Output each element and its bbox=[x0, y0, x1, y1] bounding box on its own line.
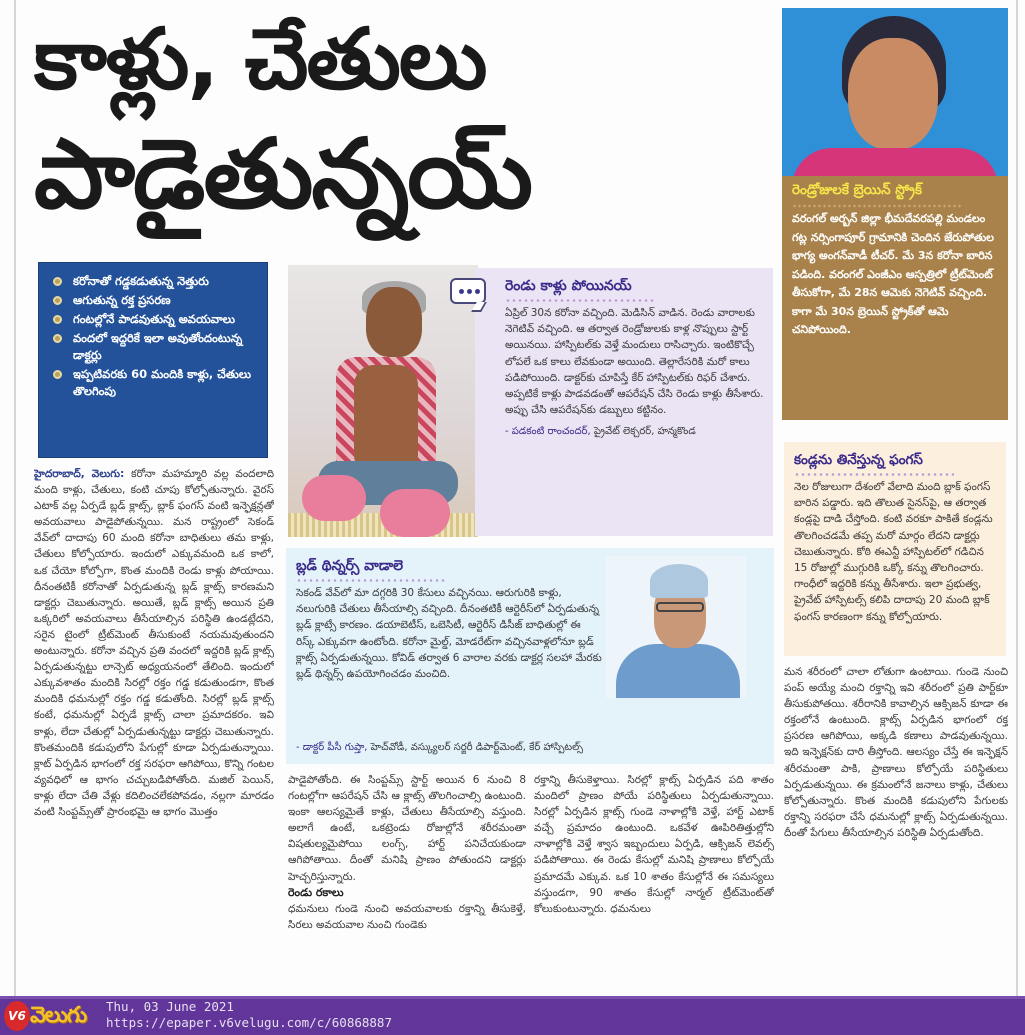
dotted-divider bbox=[792, 204, 962, 208]
photo-woman bbox=[782, 8, 1008, 176]
highlight-item: కరోనాతో గడ్డకడుతున్న నెత్తురు bbox=[51, 273, 259, 290]
bullet-icon bbox=[53, 370, 62, 379]
photo-doctor bbox=[606, 556, 746, 698]
headline-line-1: కాళ్లు, చేతులు bbox=[34, 10, 486, 108]
dateline: హైదరాబాద్, వెలుగు: bbox=[34, 468, 125, 480]
stroke-box-body: వరంగల్ అర్బన్ జిల్లా భీమదేవరపల్లి మండలం గట్ల నర్సింగాపూర్ గ్రామానికి చెందిన జేరుపోతుల భాగ్య అంగన్‌వాడీ టీచర్. మే 3న కరోనా బారిన పడింది. వరంగల్ ఎంజీఎం ఆస్పత్రిలో ట్రీట్‌మెంట్ తీసుకోగా, మే 28న ఆమెకు నెగెటివ్ వచ్చింది. కాగా మే 30న బ్రెయిన్ స్ట్రోక్‌తో ఆమె చనిపోయింది. bbox=[792, 212, 994, 336]
page-margin-rule bbox=[1016, 0, 1018, 996]
bullet-icon bbox=[53, 296, 62, 305]
quote-title: బ్లడ్ థిన్నర్స్ వాడాలె bbox=[296, 558, 404, 574]
story-subhead: రెండు రకాలు bbox=[288, 885, 344, 899]
edition-date: Thu, 03 June 2021 bbox=[106, 999, 234, 1014]
v6-velugu-logo[interactable] bbox=[2, 1001, 102, 1033]
stroke-box-title: రెండ్రోజులకే బ్రెయిన్ స్ట్రోక్ bbox=[792, 182, 922, 198]
headline-line-2: పాడైతున్నయ్ bbox=[34, 118, 532, 230]
story-column-1 bbox=[34, 466, 274, 990]
story-column-4 bbox=[784, 664, 1008, 992]
bullet-icon bbox=[53, 315, 62, 324]
highlight-item: ఇప్పటివరకు 60 మందికి కాళ్లు, చేతులు తొలగింపు bbox=[51, 366, 259, 400]
black-fungus-box bbox=[784, 442, 1006, 656]
quote-body: సెకండ్ వేవ్‌లో మా దగ్గరికి 30 కేసులు వచ్చినయి. ఆరుగురికి కాళ్లు, నలుగురికి చేతులు తీసేయాల్సి వచ్చింది. దీనంతటికీ ఆర్టెరీస్‌లో ఏర్పడుతున్న బ్లడ్ క్లాట్సే కారణం. డయాబెటీస్, ఒబెసిటీ, ఆర్టెరీస్ డిసీజ్ బాధితుల్లో ఈ రిస్క్ ఎక్కువగా ఉంటోంది. కరోనా మైల్డ్, మోడరేట్‌గా వచ్చినవాళ్లలోనూ బ్లడ్ క్లాట్స్ ఏర్పడుతున్నయి. కోవిడ్ తర్వాత 6 వారాల వరకు డాక్టర్ల సలహా మేరకు బ్లడ్ థిన్నర్స్ ఉపయోగించడం మంచిది. bbox=[296, 587, 602, 681]
story-text: మన శరీరంలో చాలా లోతుగా ఉంటాయి. గుండె నుంచి పంప్ అయ్యే మంచి రక్తాన్ని ఇవి శరీరంలో ప్రతి పార్ట్‌కూ తీసుకుపోతయి. శరీరానికి కావాల్సిన ఆక్సిజన్ కూడా ఈ రక్తంలోనే ఉంటుంది. క్లాట్స్ ఏర్పడిన భాగంలో రక్త ప్రసరణ ఆగిపోయి, అక్కడి కణాలు పాడవుతున్నయి. ఇది ఇన్ఫెక్షన్‌కు దారి తీస్తోంది. ఆలస్యం చేస్తే ఈ ఇన్ఫెక్షన్ శరీరమంతా పాకి, ప్రాణాలు కోల్పోయే పరిస్థితులు ఏర్పడుతున్నయి. ఈ క్రమంలోనే జనాలు కాళ్లు, చేతులు కోల్పోతున్నారు. కొంత మందికి కడుపులోని పేగులకు రక్తాన్ని సరఫరా చేసే ధమనుల్లో క్లాట్స్ ఏర్పడుతున్నయి. దీంతో పేగులు తీసేయాల్సిన పరిస్థితి ఏర్పడుతోంది. bbox=[784, 666, 1008, 839]
highlight-item: ఆగుతున్న రక్త ప్రసరణ bbox=[51, 292, 259, 309]
quote-attribution: - పడకంటి రాంచందర్, ప్రైవేట్ లెక్చరర్, హన్మకొండ bbox=[505, 426, 696, 438]
v6-badge-icon: V6 bbox=[4, 1001, 30, 1031]
headline bbox=[20, 0, 780, 240]
story-text: పాడైపోతోంది. ఈ సింప్టమ్స్ స్టార్ట్ అయిన 6 నుంచి 8 గంటల్లోగా ఆపరేషన్ చేసి ఆ క్లాట్స్ తొలగించాల్సి ఉంటుంది. ఇంకా ఆలస్యమైతే కాళ్లు, చేతులు తీసేయాల్సి వస్తుంది. అలాగే ఉంటే, ఒకట్రెండు రోజుల్లోనే శరీరమంతా విషతుల్యమైపోయి లంగ్స్, హార్ట్ పనిచేయకుండా ఆగిపోతాయి. దీంతో మనిషి ప్రాణం పోతుందని డాక్టర్లు హెచ్చరిస్తున్నారు. bbox=[288, 774, 526, 883]
epaper-footer bbox=[0, 996, 1025, 1035]
dotted-divider bbox=[505, 298, 655, 303]
highlights-box bbox=[38, 262, 268, 458]
logo-wordmark: వెలుగు bbox=[30, 1003, 87, 1028]
fungus-box-title: కండ్లను తినేస్తున్న ఫంగస్ bbox=[794, 452, 923, 468]
bullet-icon bbox=[53, 334, 62, 343]
story-column-2 bbox=[288, 772, 526, 992]
story-text: కరోనా మహమ్మారి వల్ల వందలాది మంది కాళ్లు, చేతులు, కంటి చూపు కోల్పోతున్నారు. వైరస్ ఎటాక్ వల్ల ఏర్పడే బ్లడ్ క్లాట్స్, బ్లాక్ ఫంగస్ వంటి ఇన్ఫెక్షన్లతో అవయవాలు పాడైపోతున్నయి. మన రాష్ట్రంలో సెకండ్ వేవ్‌లో దాదాపు 60 మంది కరోనా బాధితులు తమ కాళ్లు, చేతులు కోల్పోయారు. ఇందులో ఎక్కువమంది ఒక కాలో, ఒక చేయో కోల్పోగా, కొంత మందికి రెండు కాళ్లు పోయాయి. దీనంతటికీ కరోనాతో ఏర్పడుతున్న బ్లడ్ క్లాట్స్ కారణమని డాక్టర్లు చెబుతున్నారు. అయితే, బ్లడ్ క్లాట్స్ అయిన ప్రతి ఒక్కరిలో అవయవాలు తీసేయాల్సిన పరిస్థితి ఉండట్లేదని, సరైన టైంలో ట్రీట్‌మెంట్ తీసుకుంటే నయమవుతుందని అంటున్నారు. కరోనా వచ్చిన ప్రతి వందలో ఇద్దరికి బ్లడ్ క్లాట్స్ ఏర్పడుతున్నట్టు లాన్సెట్ అధ్యయనంలో తేలింది. ఇందులో ఎక్కువశాతం మందికి సిరల్లో రక్తం గడ్డ కడుతుండగా, కొంత మందికి ధమనుల్లో రక్తం గడ్డ కడుతోంది. సిరల్లో బ్లడ్ క్లాట్స్ కంటే, ధమనుల్లో ఏర్పడే క్లాట్స్ చాలా ప్రమాదకరం. ఇవి కాళ్లు, లేదా చేతుల్లో ఏర్పడుతున్నట్టు డాక్టర్లు చెబుతున్నారు. కొంతమందికి కడుపులోని పేగుల్లో కూడా ఏర్పడుతున్నాయి. క్లాట్ ఏర్పడిన భాగంలో రక్త సరఫరా ఆగిపోయి, కొన్ని గంటల వ్యవధిలో ఆ భాగం చచ్చుబడిపోతోంది. మజిల్ పెయిన్, కాళ్లు లేదా చేతి వేళ్లు కదిలించలేకపోవడం, నల్లగా మారడం వంటి సింప్టమ్స్‌తో ప్రారంభమై ఆ భాగం మొత్తం bbox=[34, 468, 274, 818]
photo-patient bbox=[288, 265, 478, 537]
story-text: ధమనులు గుండె నుంచి అవయవాలకు రక్తాన్ని తీసుకెళ్తే, సిరలు అవయవాల నుంచి గుండెకు bbox=[288, 902, 526, 931]
dotted-divider bbox=[296, 578, 446, 583]
page-margin-rule bbox=[14, 0, 16, 996]
quote-attribution: - డాక్టర్ పీసీ గుప్తా, హెచ్‌వోడీ, వస్క్యులర్ సర్జరీ డిపార్ట్‌మెంట్, కేర్ హాస్పిటల్స్ bbox=[296, 742, 584, 753]
highlight-item: వందలో ఇద్దరికే ఇలా అవుతోందంటున్న డాక్టర్లు bbox=[51, 330, 259, 364]
brain-stroke-box bbox=[782, 176, 1008, 420]
quote-box-patient bbox=[475, 268, 773, 536]
bullet-icon bbox=[53, 277, 62, 286]
speech-bubble-icon bbox=[450, 278, 486, 304]
epaper-link[interactable]: https://epaper.v6velugu.com/c/60868887 bbox=[106, 1015, 392, 1030]
dotted-divider bbox=[794, 472, 954, 477]
quote-body: ఏప్రిల్ 30న కరోనా వచ్చింది. మెడిసిన్ వాడిన. రెండు వారాలకు నెగెటివ్ వచ్చింది. ఆ తర్వాత రెండ్రోజులకు కాళ్ల నొప్పులు స్టార్ట్ అయినయి. హాస్పిటల్‌కు వెళ్తే మందులు రాసిచ్చారు. ఇంటికొచ్చే లోపలే ఒక కాలు లేవకుండా అయింది. తెల్లారేసరికి మరో కాలు పడిపోయింది. డాక్టర్‌కు చూపిస్తే కేర్ హాస్పిటల్‌కు రిఫర్ చేశారు. అప్పటికే కాళ్లు పాడవడంతో ఆపరేషన్ చేసి రెండు కాళ్లు తీసేశారు. అప్పు చేసి ఆపరేషన్‌కు డబ్బులు కట్టినం. bbox=[505, 307, 764, 417]
fungus-box-body: నెల రోజులుగా దేశంలో వేలాది మంది బ్లాక్ ఫంగస్ బారిన పడ్డారు. ఇది తొలుత సైనస్‌పై, ఆ తర్వాత కండ్లపై దాడి చేస్తోంది. కంటి వరకూ పాకితే కండ్లను తొలగించడమే తప్ప మరో మార్గం లేదని డాక్టర్లు చెబుతున్నారు. కోఠి ఈఎన్టీ హాస్పిటల్‌లో గడిచిన 15 రోజుల్లో ముగ్గురికి ఒక్కో కన్ను తొలగించారు. గాంధీలో ఇద్దరికి కన్ను తీసేశారు. ఇలా ప్రభుత్వ, ప్రైవేట్ హాస్పిటల్స్ కలిపి దాదాపు 20 మంది బ్లాక్ ఫంగస్ కారణంగా కన్ను కోల్పోయారు. bbox=[794, 481, 993, 623]
story-text: రక్తాన్ని తీసుకెళ్తాయి. సిరల్లో క్లాట్స్ ఏర్పడిన పది శాతం మందిలో ప్రాణం పోయే పరిస్థితులు ఏర్పడుతున్నాయి. సిరల్లో ఏర్పడిన క్లాట్స్ గుండె నాళాల్లోకి వెళ్తే, హార్ట్ ఎటాక్ వచ్చే ప్రమాదం ఉంటుంది. ఒకవేళ ఊపిరితిత్తుల్లోని నాళాల్లోకి వెళ్తే శ్వాస ఇబ్బందులు ఏర్పడి, ఆక్సిజన్ లెవల్స్ పడిపోతాయి. ఈ రెండు కేసుల్లో మనిషి ప్రాణాలు కోల్పోయే ప్రమాదమే ఎక్కువ. ఒక 10 శాతం కేసుల్లోనే ఈ సమస్యలు వస్తుండగా, 90 శాతం కేసుల్లో నార్మల్ ట్రీట్‌మెంట్‌తో కోలుకుంటున్నారు. ధమనులు bbox=[534, 774, 774, 915]
story-column-3 bbox=[534, 772, 774, 992]
quote-title: రెండు కాళ్లు పోయినయ్ bbox=[505, 278, 632, 294]
highlight-item: గంటల్లోనే పాడవుతున్న అవయవాలు bbox=[51, 311, 259, 328]
